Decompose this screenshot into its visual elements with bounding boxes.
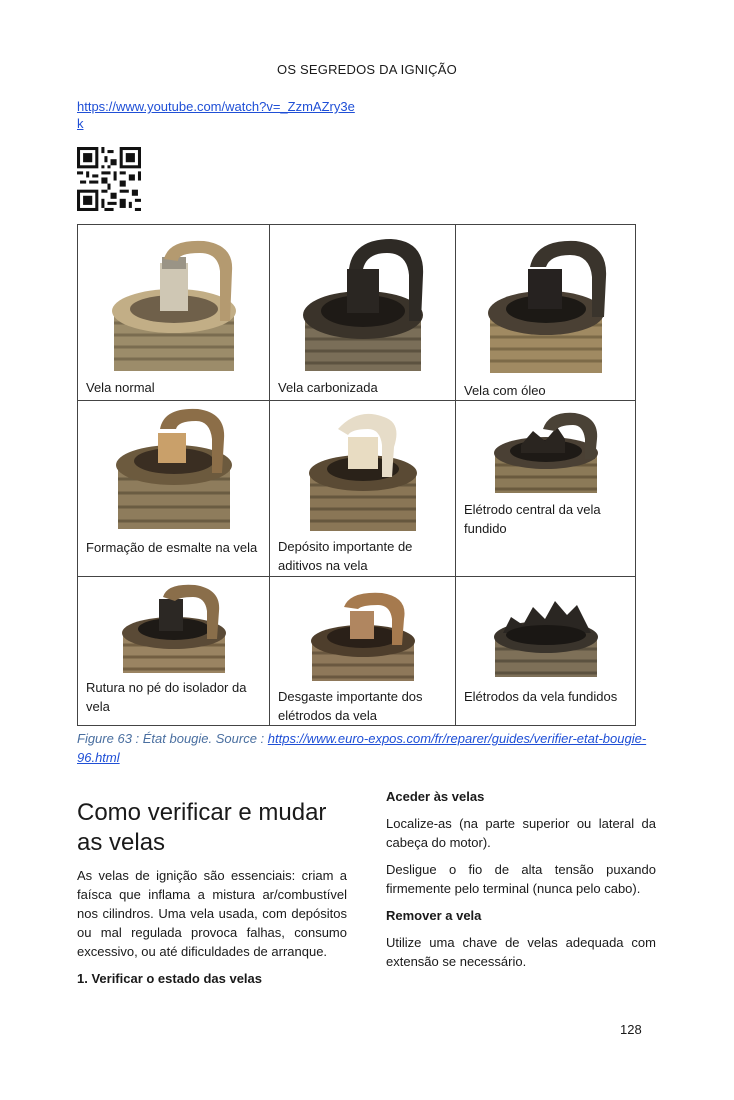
grid-cell: [270, 577, 456, 726]
qr-code-icon: [77, 147, 141, 211]
spark-plug-glazed-image: [104, 405, 244, 529]
cell-label: Vela normal: [86, 378, 263, 397]
cell-label: Formação de esmalte na vela: [86, 538, 263, 557]
grid-cell: [456, 401, 636, 577]
figure-caption: [77, 729, 647, 767]
page-number: 128: [620, 1022, 642, 1037]
spark-plug-oily-image: [466, 233, 626, 373]
cell-label: Depósito importante de aditivos na vela: [278, 537, 449, 575]
left-column: [77, 798, 347, 996]
page-header: OS SEGREDOS DA IGNIÇÃO: [277, 62, 457, 77]
spark-plug-grid: [77, 224, 636, 726]
subheading-check-plugs: 1. Verificar o estado das velas: [77, 971, 262, 986]
section-heading: Como verificar e mudar as velas: [77, 799, 327, 856]
cell-label: Vela com óleo: [464, 381, 629, 400]
grid-cell: [270, 401, 456, 577]
intro-paragraph: As velas de ignição são essenciais: criam a faísca que inflama a mistura ar/combustível nos cilindros. Uma vela usada, com depósitos ou mal regulada provoca falhas, consumo excessivo, ou até dificuldades de arranque.: [77, 868, 347, 959]
grid-cell: [456, 577, 636, 726]
subheading-remove-plug: Remover a vela: [386, 908, 482, 923]
subheading-access-plugs: Aceder às velas: [386, 789, 485, 804]
right-column: [386, 787, 656, 979]
paragraph-locate: Localize-as (na parte superior ou lateral da cabeça do motor).: [386, 816, 656, 850]
youtube-link[interactable]: https://www.youtube.com/watch?v=_ZzmAZry3ek: [77, 99, 355, 131]
cell-label: Desgaste importante dos elétrodos da vela: [278, 687, 449, 725]
grid-cell: [78, 225, 270, 401]
caption-text: Figure 63 : État bougie. Source :: [77, 731, 268, 746]
spark-plug-electrode-wear-image: [298, 591, 428, 681]
cell-label: Elétrodo central da vela fundido: [464, 500, 629, 538]
spark-plug-additive-deposit-image: [298, 407, 428, 531]
spark-plug-carbonized-image: [283, 229, 443, 371]
paragraph-disconnect: Desligue o fio de alta tensão puxando firmemente pelo terminal (nunca pelo cabo).: [386, 862, 656, 896]
grid-cell: [270, 225, 456, 401]
spark-plug-center-electrode-melted-image: [481, 409, 611, 493]
cell-label: Elétrodos da vela fundidos: [464, 687, 629, 706]
caption-source-link[interactable]: https://www.euro-expos.com/fr/reparer/guides/verifier-etat-bougie-96.html: [77, 731, 647, 765]
spark-plug-insulator-break-image: [109, 583, 239, 673]
grid-cell: [456, 225, 636, 401]
grid-cell: [78, 577, 270, 726]
spark-plug-electrodes-melted-image: [481, 587, 611, 677]
spark-plug-normal-image: [94, 231, 254, 371]
paragraph-wrench: Utilize uma chave de velas adequada com extensão se necessário.: [386, 935, 656, 969]
cell-label: Rutura no pé do isolador da vela: [86, 678, 263, 716]
cell-label: Vela carbonizada: [278, 378, 449, 397]
grid-cell: [78, 401, 270, 577]
